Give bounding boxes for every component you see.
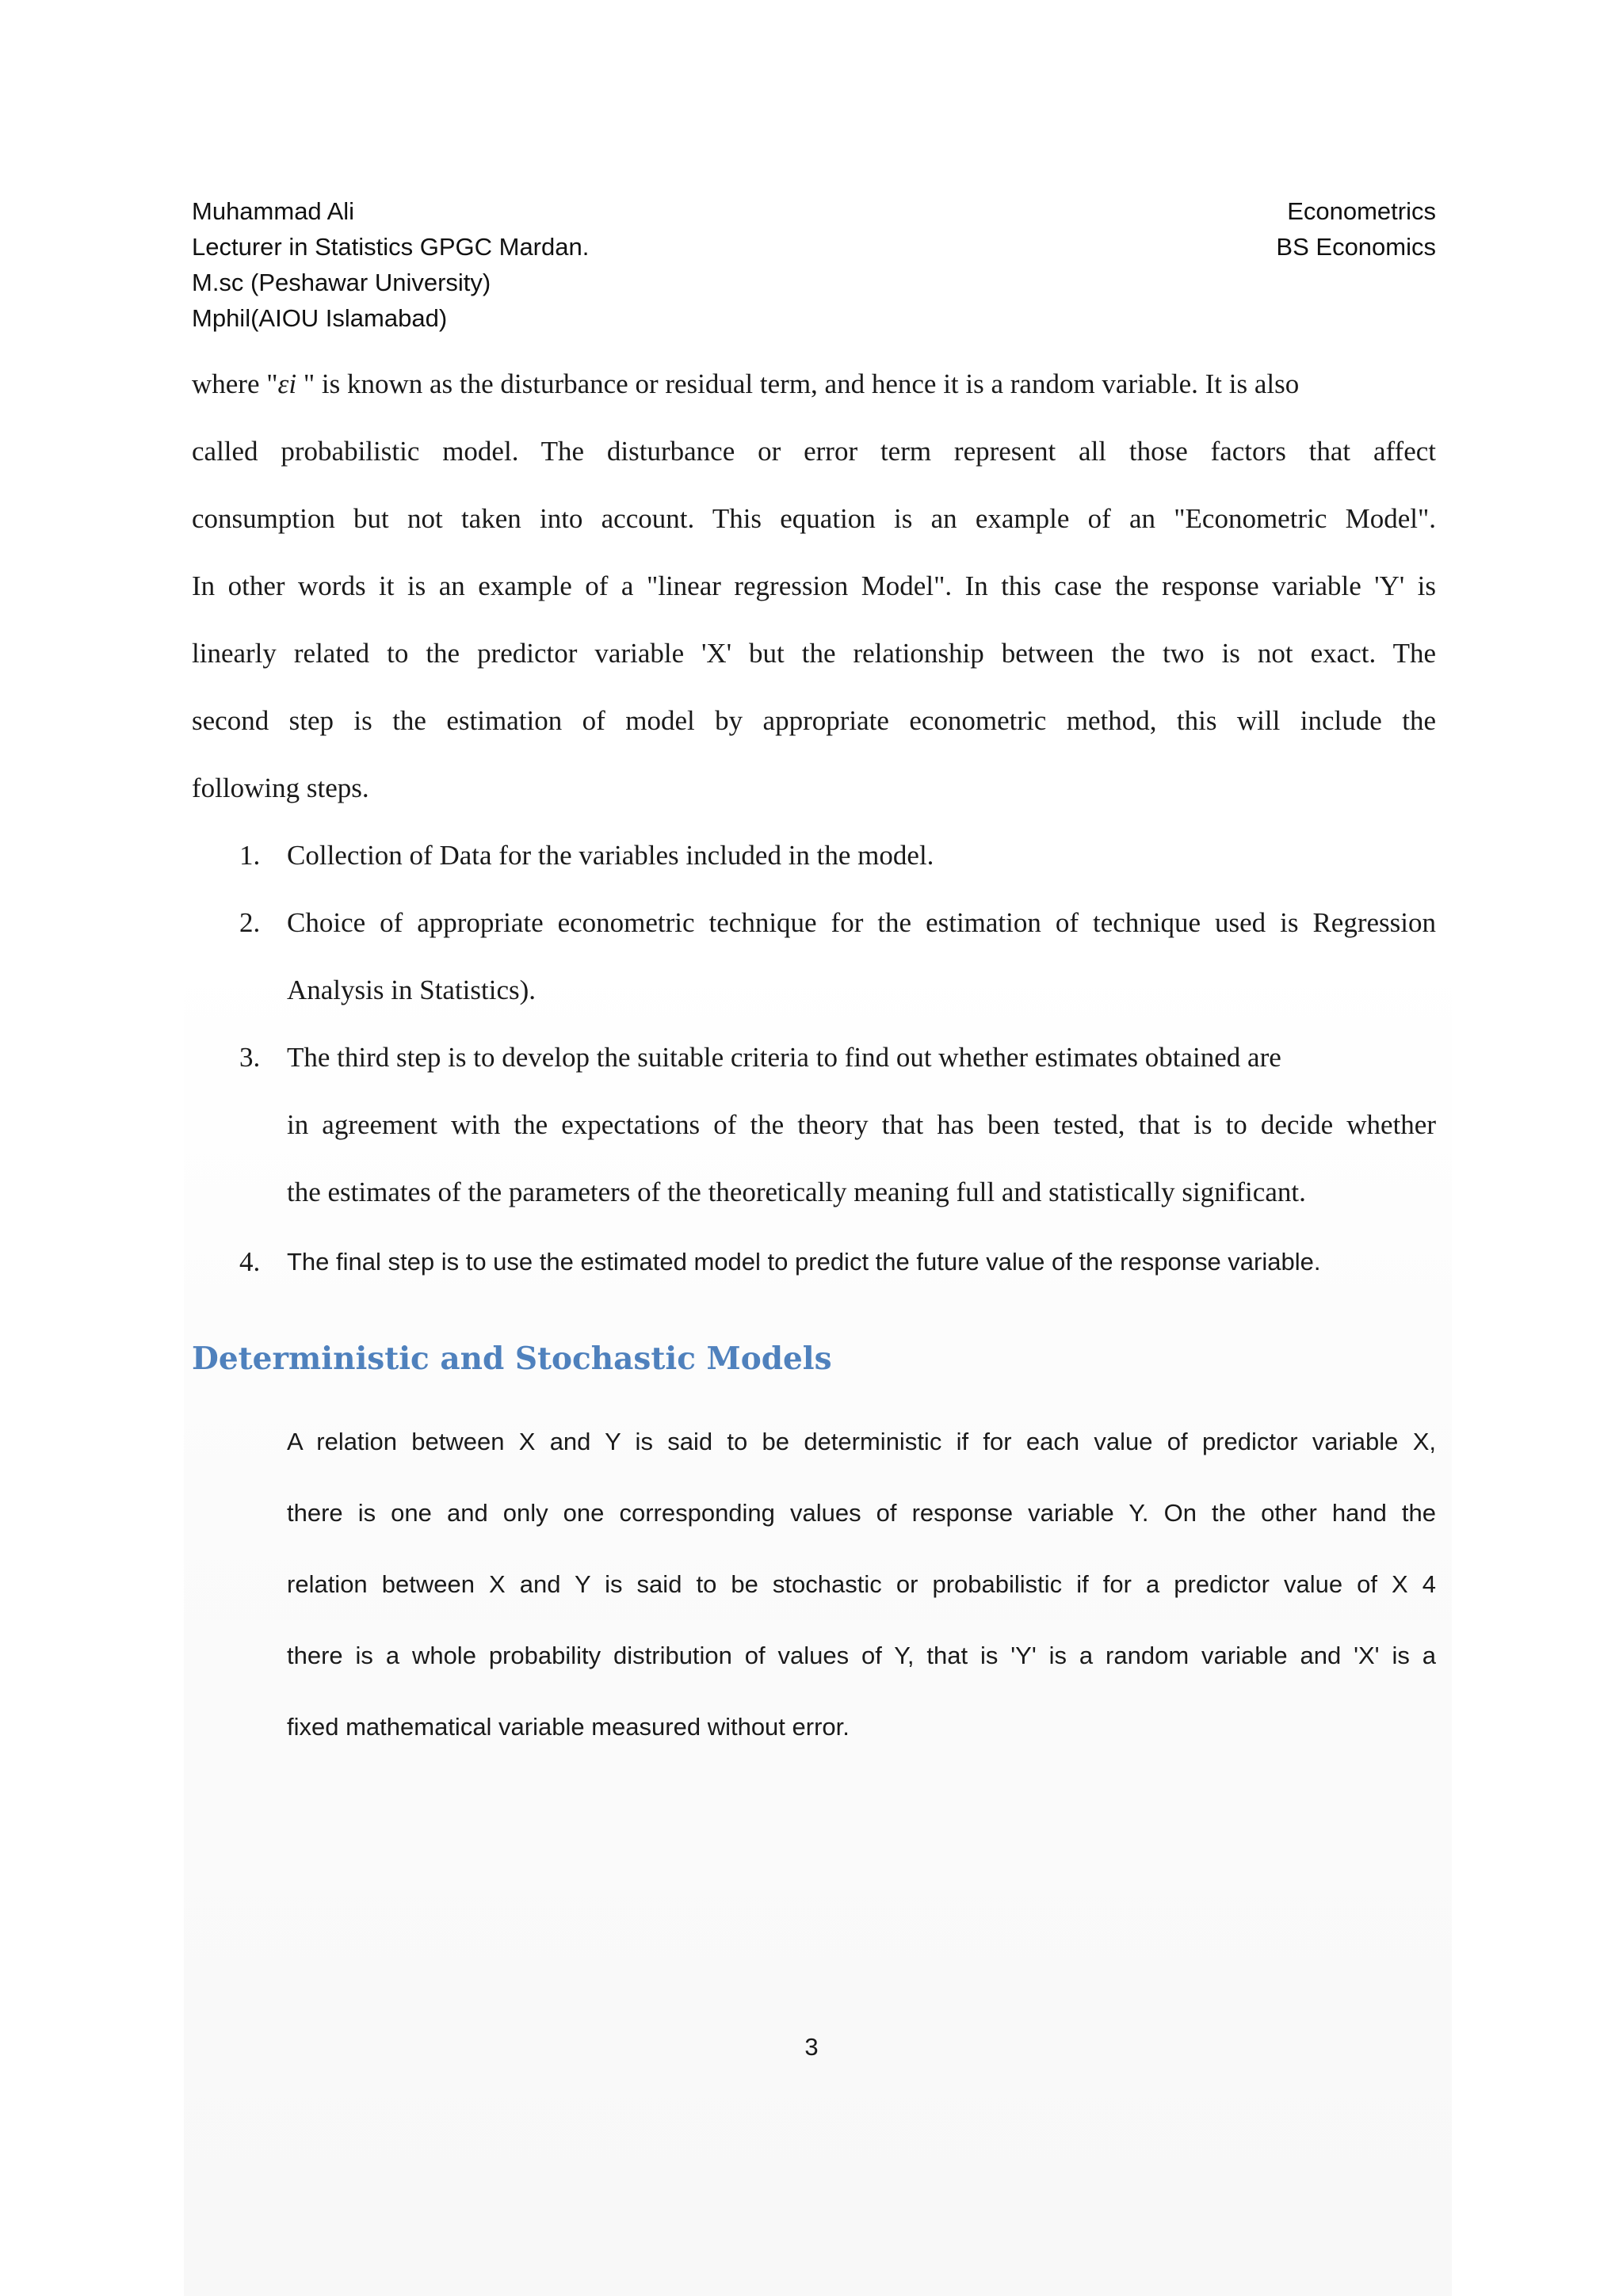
step-2-text-line-2: Analysis in Statistics).: [287, 974, 537, 1005]
page-background: [184, 951, 1452, 2296]
section-line-1: A relation between X and Y is said to be deterministic if for each value of predictor variable X,: [287, 1428, 1436, 1455]
author-degree-msc: M.sc (Peshawar University): [192, 269, 491, 296]
intro-line-7: following steps.: [192, 772, 369, 803]
course-subject: Econometrics: [1287, 197, 1436, 225]
author-position: Lecturer in Statistics GPGC Mardan.: [192, 233, 590, 261]
section-line-3: relation between X and Y is said to be stochastic or probabilistic if for a predictor value of X 4: [287, 1570, 1436, 1598]
intro-line-2: called probabilistic model. The disturbance or error term represent all those factors that affect: [192, 436, 1436, 467]
step-3-number: 3.: [239, 1042, 261, 1073]
step-3-text-line-3: the estimates of the parameters of the theoretically meaning full and statistically significant.: [287, 1177, 1306, 1207]
author-degree-mphil: Mphil(AIOU Islamabad): [192, 304, 448, 332]
intro-line-4: In other words it is an example of a "linear regression Model". In this case the response variable 'Y' is: [192, 570, 1436, 601]
section-line-2: there is one and only one corresponding values of response variable Y. On the other hand the: [287, 1499, 1436, 1527]
intro-line-1: [192, 366, 1299, 402]
course-program: BS Economics: [1276, 233, 1436, 261]
step-1-number: 1.: [239, 840, 261, 871]
step-3-text-line-2: in agreement with the expectations of the theory that has been tested, that is to decide whether: [287, 1109, 1436, 1140]
intro-line-6: second step is the estimation of model by appropriate econometric method, this will include the: [192, 705, 1436, 736]
header-course-block: [1276, 193, 1436, 265]
step-4-text: The final step is to use the estimated model to predict the future value of the response variable.: [287, 1248, 1321, 1276]
step-2-number: 2.: [239, 907, 261, 938]
intro-line-5: linearly related to the predictor variable 'X' but the relationship between the two is not exact. The: [192, 638, 1436, 669]
intro-line-1-end: " is known as the disturbance or residual term, and hence it is a random variable. It is also: [296, 368, 1300, 399]
intro-line-3: consumption but not taken into account. This equation is an example of an "Econometric Model".: [192, 503, 1436, 534]
section-line-4: there is a whole probability distribution of values of Y, that is 'Y' is a random variable and 'X' is a: [287, 1642, 1436, 1669]
step-3-text-line-1: The third step is to develop the suitable criteria to find out whether estimates obtained are: [287, 1042, 1281, 1073]
step-2-text-line-1: Choice of appropriate econometric technique for the estimation of technique used is Regression: [287, 907, 1436, 938]
intro-line-1-start: where ": [192, 368, 278, 399]
header-author-block: [192, 193, 589, 336]
step-1-text: Collection of Data for the variables included in the model.: [287, 840, 934, 871]
step-4-number: 4.: [239, 1246, 261, 1277]
section-line-5: fixed mathematical variable measured without error.: [287, 1713, 850, 1741]
author-name: Muhammad Ali: [192, 197, 355, 225]
epsilon-symbol: εi: [277, 368, 297, 399]
section-heading: Deterministic and Stochastic Models: [192, 1341, 832, 1377]
page-number: 3: [804, 2033, 819, 2061]
